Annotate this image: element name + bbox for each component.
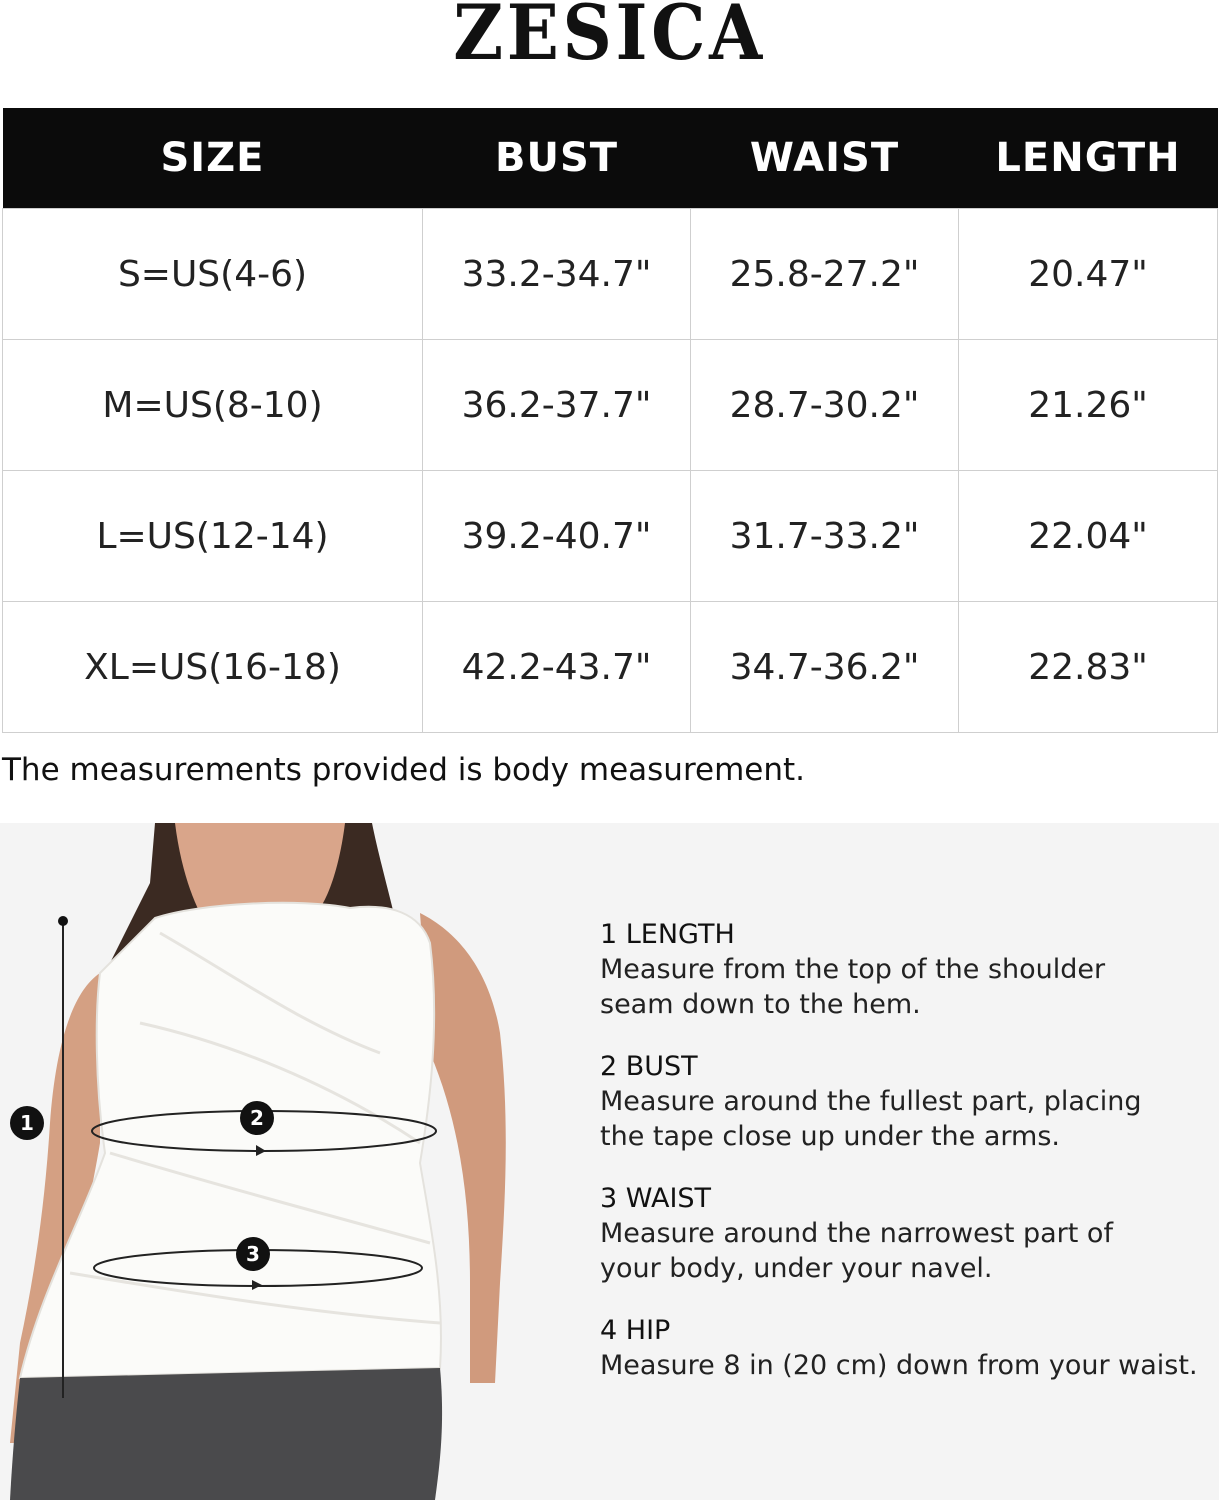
instruction-waist <box>600 1182 1210 1286</box>
model-illustration <box>0 823 560 1500</box>
cell-size: L=US(12-14) <box>3 471 423 602</box>
marker-waist-label: 3 <box>246 1242 260 1266</box>
cell-size: M=US(8-10) <box>3 340 423 471</box>
cell-waist: 31.7-33.2" <box>691 471 959 602</box>
measurement-note: The measurements provided is body measurement. <box>2 752 806 788</box>
instruction-title: 2 BUST <box>600 1051 698 1082</box>
cell-bust: 36.2-37.7" <box>423 340 691 471</box>
cell-size: S=US(4-6) <box>3 209 423 340</box>
header-bust: BUST <box>423 108 691 209</box>
cell-waist: 34.7-36.2" <box>691 602 959 733</box>
instruction-text: Measure around the fullest part, placing <box>600 1086 1142 1117</box>
instruction-title: 4 HIP <box>600 1315 671 1346</box>
marker-bust-label: 2 <box>250 1106 264 1130</box>
marker-bust <box>240 1101 274 1135</box>
instruction-text: seam down to the hem. <box>600 989 921 1020</box>
length-measure-endpoint <box>58 916 68 926</box>
table-row <box>3 209 1218 340</box>
cell-length: 20.47" <box>959 209 1218 340</box>
measurement-guide <box>0 823 1219 1500</box>
table-row <box>3 471 1218 602</box>
cell-waist: 28.7-30.2" <box>691 340 959 471</box>
size-chart-table <box>2 108 1218 733</box>
header-waist: WAIST <box>691 108 959 209</box>
instruction-title: 3 WAIST <box>600 1183 712 1214</box>
brand-logo: ZESICA <box>453 0 766 77</box>
instruction-text: Measure from the top of the shoulder <box>600 954 1106 985</box>
measurement-instructions <box>600 918 1210 1411</box>
instruction-hip <box>600 1314 1210 1383</box>
cell-bust: 39.2-40.7" <box>423 471 691 602</box>
cell-bust: 33.2-34.7" <box>423 209 691 340</box>
instruction-text: Measure around the narrowest part of <box>600 1218 1113 1249</box>
instruction-text: the tape close up under the arms. <box>600 1121 1060 1152</box>
model-neck <box>175 823 345 913</box>
instruction-text: your body, under your navel. <box>600 1253 993 1284</box>
table-row <box>3 602 1218 733</box>
cell-bust: 42.2-43.7" <box>423 602 691 733</box>
marker-length <box>10 1106 44 1140</box>
cell-waist: 25.8-27.2" <box>691 209 959 340</box>
marker-length-label: 1 <box>20 1111 34 1135</box>
instruction-title: 1 LENGTH <box>600 919 735 950</box>
cell-size: XL=US(16-18) <box>3 602 423 733</box>
cell-length: 22.04" <box>959 471 1218 602</box>
table-row <box>3 340 1218 471</box>
cell-length: 22.83" <box>959 602 1218 733</box>
model-jeans <box>10 1368 442 1500</box>
header-size: SIZE <box>3 108 423 209</box>
instruction-text: Measure 8 in (20 cm) down from your waist. <box>600 1350 1198 1381</box>
table-header-row <box>3 108 1218 209</box>
cell-length: 21.26" <box>959 340 1218 471</box>
instruction-length <box>600 918 1210 1022</box>
header-length: LENGTH <box>959 108 1218 209</box>
instruction-bust <box>600 1050 1210 1154</box>
marker-waist <box>236 1237 270 1271</box>
